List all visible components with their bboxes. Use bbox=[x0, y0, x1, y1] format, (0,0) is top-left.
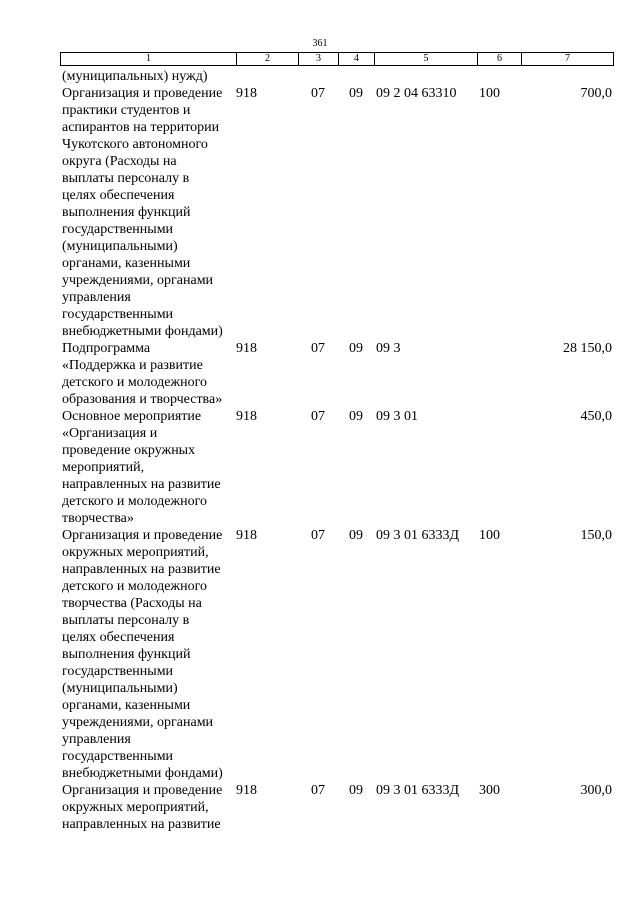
row-section: 07 bbox=[311, 783, 325, 798]
row-subsection bbox=[338, 68, 374, 85]
table-row bbox=[60, 782, 612, 833]
row-ministry-code bbox=[236, 68, 298, 85]
row-amount: 28 150,0 bbox=[563, 341, 612, 356]
row-subsection: 09 bbox=[349, 341, 363, 356]
row-expense-type: 100 bbox=[479, 528, 500, 543]
header-col-1: 1 bbox=[61, 53, 237, 65]
header-col-4: 4 bbox=[339, 53, 375, 65]
row-section: 07 bbox=[311, 409, 325, 424]
row-amount: 150,0 bbox=[580, 528, 612, 543]
table-row bbox=[60, 527, 612, 782]
row-name: Организация и проведение практики студентов и аспирантов на территории Чукотского автономного округа (Расходы на выплаты персоналу в целях обеспечения выполнения функций государственными (муниципальными) органами, казенными учреждениями, органами управления государственными внебюджетными фондами) bbox=[62, 86, 223, 339]
header-col-2: 2 bbox=[237, 53, 299, 65]
header-col-5: 5 bbox=[375, 53, 478, 65]
row-expense-type bbox=[477, 340, 521, 408]
row-subsection: 09 bbox=[349, 528, 363, 543]
row-target-article: 09 2 04 63310 bbox=[376, 86, 457, 101]
row-name: Организация и проведение окружных мероприятий, направленных на развитие детского и молодежного творчества (Расходы на выплаты персоналу в целях обеспечения выполнения функций государственными (муниципальными) органами, казенными учреждениями, органами управления государственными внебюджетными фондами) bbox=[62, 528, 223, 781]
header-col-7: 7 bbox=[565, 53, 570, 64]
row-amount: 450,0 bbox=[580, 409, 612, 424]
row-subsection: 09 bbox=[349, 783, 363, 798]
page-number: 361 bbox=[312, 38, 328, 49]
row-ministry-code: 918 bbox=[236, 409, 257, 424]
table-row bbox=[60, 85, 612, 340]
row-target-article: 09 3 01 bbox=[376, 409, 418, 424]
row-target-article: 09 3 01 6333Д bbox=[376, 528, 460, 543]
row-section: 07 bbox=[311, 341, 325, 356]
row-amount bbox=[521, 68, 612, 85]
header-col-3: 3 bbox=[299, 53, 339, 65]
row-ministry-code: 918 bbox=[236, 783, 257, 798]
row-ministry-code: 918 bbox=[236, 86, 257, 101]
row-name: Основное мероприятие «Организация и проведение окружных мероприятий, направленных на развитие детского и молодежного творчества» bbox=[62, 409, 221, 526]
row-amount: 700,0 bbox=[580, 86, 612, 101]
table-row bbox=[60, 340, 612, 408]
row-amount: 300,0 bbox=[580, 783, 612, 798]
row-name: Организация и проведение окружных мероприятий, направленных на развитие bbox=[62, 783, 223, 832]
row-name: (муниципальных) нужд) bbox=[62, 69, 208, 84]
table-row bbox=[60, 408, 612, 527]
row-section bbox=[298, 68, 338, 85]
table-row bbox=[60, 68, 612, 85]
row-subsection: 09 bbox=[349, 86, 363, 101]
row-ministry-code: 918 bbox=[236, 528, 257, 543]
row-name: Подпрограмма «Поддержка и развитие детского и молодежного образования и творчества» bbox=[62, 341, 223, 407]
row-section: 07 bbox=[311, 528, 325, 543]
row-target-article bbox=[374, 68, 477, 85]
row-ministry-code: 918 bbox=[236, 341, 257, 356]
table-header bbox=[60, 52, 614, 66]
row-target-article: 09 3 bbox=[376, 341, 401, 356]
row-subsection: 09 bbox=[349, 409, 363, 424]
table-body bbox=[60, 68, 612, 833]
row-section: 07 bbox=[311, 86, 325, 101]
header-col-6: 6 bbox=[478, 53, 522, 65]
row-expense-type: 100 bbox=[479, 86, 500, 101]
row-expense-type bbox=[477, 68, 521, 85]
row-expense-type: 300 bbox=[479, 783, 500, 798]
row-target-article: 09 3 01 6333Д bbox=[376, 783, 460, 798]
row-expense-type bbox=[477, 408, 521, 527]
